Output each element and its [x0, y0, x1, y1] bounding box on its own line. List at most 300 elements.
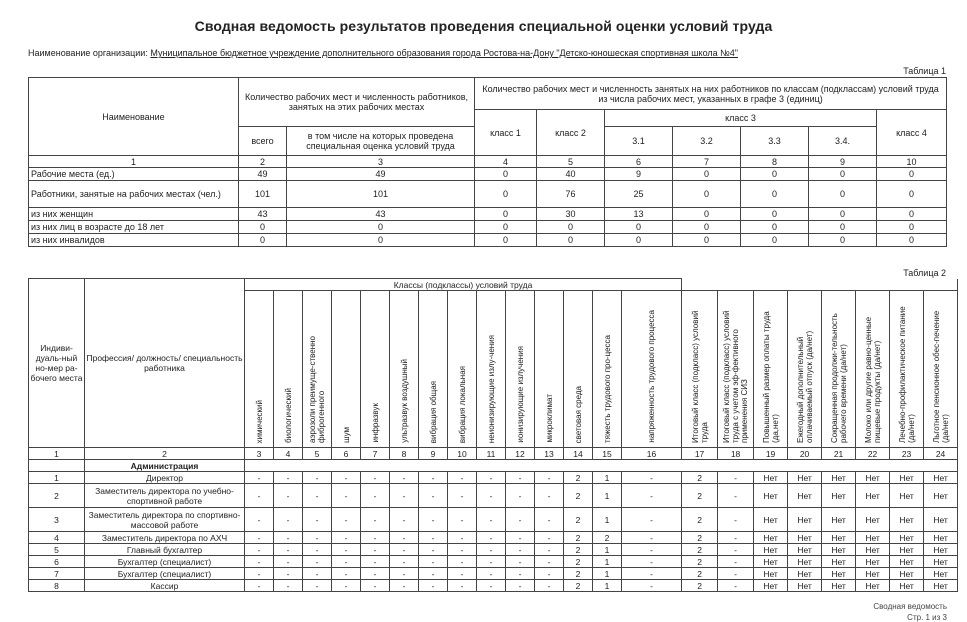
t1-cell: 0	[537, 234, 605, 247]
t2-section-fill	[245, 460, 958, 472]
t2-cell: -	[361, 544, 390, 556]
t2-head-col	[856, 291, 890, 448]
t2-cell: -	[535, 508, 564, 532]
t1-head-3-1: 3.1	[605, 127, 673, 156]
t2-head-text: Итоговый класс (подкласс) условий труда с учетом эф-фективного применения СИЗ	[722, 310, 750, 443]
t2-cell: Нет	[822, 472, 856, 484]
t1-row	[29, 168, 947, 181]
t1-cell: 0	[741, 221, 809, 234]
t2-cell: -	[390, 544, 419, 556]
t2-head-text: Молоко или другие равно-ценные пищевые продукты (да/нет)	[863, 316, 882, 443]
t2-cell: Нет	[754, 544, 788, 556]
t2-cell: -	[419, 556, 448, 568]
t2-cell: -	[448, 580, 477, 592]
t2-cell: -	[718, 568, 754, 580]
t1-cell: 0	[475, 208, 537, 221]
t2-cell: -	[448, 544, 477, 556]
t1-cell: 76	[537, 181, 605, 208]
t1-row-label: из них женщин	[29, 208, 239, 221]
t2-cell: 2	[682, 544, 718, 556]
t2-cell: 2	[593, 532, 622, 544]
t2-colnum: 7	[361, 448, 390, 460]
t2-cell: -	[361, 484, 390, 508]
t1-colnum: 1	[29, 156, 239, 168]
t2-row-id: 7	[29, 568, 85, 580]
t2-cell: 1	[593, 568, 622, 580]
t1-cell: 101	[239, 181, 287, 208]
t2-cell: -	[448, 532, 477, 544]
t1-row-label: Рабочие места (ед.)	[29, 168, 239, 181]
t2-cell: -	[622, 472, 682, 484]
t2-colnum: 6	[332, 448, 361, 460]
t1-cell: 0	[741, 168, 809, 181]
t2-cell: -	[274, 508, 303, 532]
t2-cell: -	[506, 508, 535, 532]
t2-cell: Нет	[788, 568, 822, 580]
t2-cell: Нет	[788, 544, 822, 556]
t2-cell: Нет	[788, 484, 822, 508]
t2-cell: -	[390, 484, 419, 508]
t2-head-text: Повышенный размер оплаты труда (да,нет)	[761, 311, 780, 443]
t2-cell: -	[622, 508, 682, 532]
t1-head-qty: Количество рабочих мест и численность работников, занятых на этих рабочих местах	[239, 78, 475, 127]
t2-head-col	[924, 291, 958, 448]
t2-cell: -	[274, 580, 303, 592]
t2-cell: -	[448, 568, 477, 580]
t2-cell: -	[332, 568, 361, 580]
t1-cell: 0	[673, 234, 741, 247]
t2-row-id: 8	[29, 580, 85, 592]
t1-colnum: 4	[475, 156, 537, 168]
t1-cell: 0	[287, 221, 475, 234]
t2-colnum: 20	[788, 448, 822, 460]
t2-cell: 2	[564, 556, 593, 568]
t1-cell: 0	[877, 208, 947, 221]
t2-cell: Нет	[924, 568, 958, 580]
t2-cell: Нет	[890, 544, 924, 556]
t2-cell: -	[448, 472, 477, 484]
t1-head-assessed: в том числе на которых проведена специальная оценка условий труда	[287, 127, 475, 156]
t2-cell: Нет	[822, 568, 856, 580]
table-row	[29, 508, 958, 532]
t2-colnum: 15	[593, 448, 622, 460]
t2-row-id: 1	[29, 472, 85, 484]
t2-cell: -	[303, 508, 332, 532]
t2-profession: Заместитель директора по спортивно-массовой работе	[85, 508, 245, 532]
t2-cell: -	[477, 532, 506, 544]
t2-cell: -	[303, 472, 332, 484]
t1-cell: 0	[809, 208, 877, 221]
t1-cell: 0	[605, 221, 673, 234]
t2-cell: -	[622, 544, 682, 556]
t2-cell: -	[419, 568, 448, 580]
t2-cell: -	[506, 484, 535, 508]
t2-cell: 2	[564, 484, 593, 508]
t1-cell: 0	[475, 181, 537, 208]
t2-cell: -	[245, 532, 274, 544]
t2-cell: -	[622, 568, 682, 580]
t1-row	[29, 221, 947, 234]
t2-head-col	[506, 291, 535, 448]
t2-cell: -	[419, 508, 448, 532]
t2-head-text: Ежегодный дополнительный оплачиваемый отпуск (да/нет)	[795, 330, 814, 443]
t1-cell: 0	[287, 234, 475, 247]
t1-cell: 49	[287, 168, 475, 181]
t2-head-text: ультразвук воздушный	[399, 359, 409, 443]
t2-cell: -	[477, 556, 506, 568]
t1-cell: 0	[809, 181, 877, 208]
t2-cell: -	[245, 556, 274, 568]
t2-cell: -	[535, 544, 564, 556]
t2-cell: -	[535, 556, 564, 568]
t1-cell: 0	[877, 181, 947, 208]
t2-head-text: ионизирующие излучения	[515, 346, 525, 443]
t2-cell: -	[361, 568, 390, 580]
t2-cell: Нет	[856, 472, 890, 484]
t2-cell: -	[390, 568, 419, 580]
t1-cell: 0	[673, 181, 741, 208]
t1-colnum: 3	[287, 156, 475, 168]
t2-colnum: 5	[303, 448, 332, 460]
t2-cell: Нет	[822, 508, 856, 532]
t2-cell: -	[448, 508, 477, 532]
t2-cell: -	[622, 580, 682, 592]
t2-cell: -	[718, 508, 754, 532]
t2-head-text: аэрозоли преимуще-ственно фиброгенного	[308, 335, 326, 443]
t2-head-text: вибрация общая	[428, 380, 438, 443]
t2-cell: 2	[682, 532, 718, 544]
t2-cell: 2	[564, 580, 593, 592]
t2-cell: -	[718, 544, 754, 556]
t2-cell: -	[332, 484, 361, 508]
t2-cell: Нет	[924, 484, 958, 508]
table-row	[29, 568, 958, 580]
t2-cell: Нет	[924, 472, 958, 484]
t2-cell: -	[477, 472, 506, 484]
t2-cell: -	[622, 484, 682, 508]
t2-profession: Главный бухгалтер	[85, 544, 245, 556]
summary-table	[28, 77, 947, 247]
t2-cell: 1	[593, 484, 622, 508]
t2-cell: 1	[593, 580, 622, 592]
t2-colnum: 11	[477, 448, 506, 460]
t2-cell: -	[303, 532, 332, 544]
t2-cell: Нет	[890, 472, 924, 484]
t1-row	[29, 181, 947, 208]
t2-head-col	[718, 291, 754, 448]
t2-colnum: 22	[856, 448, 890, 460]
t2-cell: -	[245, 580, 274, 592]
t1-colnum: 10	[877, 156, 947, 168]
t2-cell: -	[361, 508, 390, 532]
t2-cell: 2	[564, 544, 593, 556]
t2-profession: Директор	[85, 472, 245, 484]
t2-cell: -	[303, 568, 332, 580]
t2-cell: -	[477, 508, 506, 532]
t1-cell: 0	[537, 221, 605, 234]
t2-cell: -	[390, 508, 419, 532]
t1-cell: 0	[673, 168, 741, 181]
t1-row-label: Работники, занятые на рабочих местах (чел.)	[29, 181, 239, 208]
t2-cell: -	[303, 556, 332, 568]
organization-label: Наименование организации:	[28, 48, 148, 58]
t2-row-id: 5	[29, 544, 85, 556]
t2-cell: -	[477, 568, 506, 580]
t2-cell: Нет	[822, 580, 856, 592]
t1-head-classes: Количество рабочих мест и численность занятых на них работников по классам (подклассам) условий труда из числа рабочих мест, указанных в графе 3 (единиц)	[475, 78, 947, 110]
t2-head-text: химический	[254, 399, 264, 443]
t2-cell: Нет	[890, 580, 924, 592]
t2-cell: -	[419, 544, 448, 556]
t2-row-id: 2	[29, 484, 85, 508]
page-title: Сводная ведомость результатов проведения специальной оценки условий труда	[194, 18, 773, 34]
t2-head-col	[448, 291, 477, 448]
t2-head-col	[361, 291, 390, 448]
t2-row-id: 6	[29, 556, 85, 568]
t1-row-label: из них инвалидов	[29, 234, 239, 247]
t2-head-text: Итоговый класс (подкласс) условий труда	[690, 310, 709, 443]
t2-cell: 2	[564, 532, 593, 544]
t2-head-col	[622, 291, 682, 448]
t1-cell: 9	[605, 168, 673, 181]
t2-cell: Нет	[856, 568, 890, 580]
t2-colnum: 13	[535, 448, 564, 460]
organization-line	[28, 48, 738, 58]
t2-cell: -	[332, 580, 361, 592]
t1-cell: 0	[877, 221, 947, 234]
t2-colnum: 10	[448, 448, 477, 460]
t2-colnum: 18	[718, 448, 754, 460]
t2-head-col	[754, 291, 788, 448]
t2-profession: Бухгалтер (специалист)	[85, 568, 245, 580]
t1-row	[29, 208, 947, 221]
table-row	[29, 544, 958, 556]
t2-cell: Нет	[788, 508, 822, 532]
t2-cell: -	[448, 484, 477, 508]
t2-cell: -	[274, 544, 303, 556]
t1-head-class1: класс 1	[475, 110, 537, 156]
t2-cell: -	[477, 544, 506, 556]
t1-head-3-4: 3.4.	[809, 127, 877, 156]
t2-head-col	[332, 291, 361, 448]
t1-cell: 0	[475, 234, 537, 247]
t2-cell: -	[245, 472, 274, 484]
t2-head-text: биологический	[283, 388, 293, 443]
t1-cell: 0	[877, 234, 947, 247]
t2-head-text: вибрация локальная	[457, 365, 467, 443]
t2-column-numbers	[29, 448, 958, 460]
t2-head-col	[390, 291, 419, 448]
t2-cell: Нет	[788, 580, 822, 592]
t2-head-col	[303, 291, 332, 448]
t2-cell: Нет	[890, 568, 924, 580]
t2-cell: 1	[593, 508, 622, 532]
table1-caption: Таблица 1	[903, 66, 946, 76]
t2-colnum: 3	[245, 448, 274, 460]
t2-head-col	[245, 291, 274, 448]
table-row	[29, 580, 958, 592]
t2-cell: Нет	[754, 472, 788, 484]
t2-row-id: 4	[29, 532, 85, 544]
t2-head-spacer	[682, 279, 958, 291]
t2-cell: Нет	[856, 508, 890, 532]
t2-cell: -	[506, 580, 535, 592]
t2-cell: 1	[593, 544, 622, 556]
t2-cell: Нет	[924, 544, 958, 556]
t1-cell: 0	[741, 234, 809, 247]
t2-cell: 2	[682, 556, 718, 568]
t2-cell: -	[274, 472, 303, 484]
t2-cell: 2	[682, 484, 718, 508]
t1-cell: 13	[605, 208, 673, 221]
t2-cell: -	[535, 532, 564, 544]
t2-cell: Нет	[788, 556, 822, 568]
t2-cell: -	[303, 544, 332, 556]
t2-cell: -	[419, 484, 448, 508]
t2-head-col	[890, 291, 924, 448]
t1-cell: 25	[605, 181, 673, 208]
t1-cell: 30	[537, 208, 605, 221]
t2-cell: Нет	[822, 484, 856, 508]
t2-cell: -	[361, 532, 390, 544]
t2-cell: -	[477, 580, 506, 592]
t2-head-classes: Классы (подклассы) условий труда	[245, 279, 682, 291]
t1-cell: 0	[877, 168, 947, 181]
t2-cell: -	[332, 472, 361, 484]
t2-cell: Нет	[754, 532, 788, 544]
t2-cell: -	[535, 484, 564, 508]
t2-cell: -	[361, 580, 390, 592]
t2-colnum: 21	[822, 448, 856, 460]
t2-cell: Нет	[856, 556, 890, 568]
t2-cell: Нет	[890, 484, 924, 508]
t2-head-col	[535, 291, 564, 448]
t2-cell: -	[332, 508, 361, 532]
table-row	[29, 484, 958, 508]
t2-head-col	[419, 291, 448, 448]
t2-cell: -	[390, 472, 419, 484]
t2-colnum: 4	[274, 448, 303, 460]
table-row	[29, 532, 958, 544]
t2-cell: -	[332, 532, 361, 544]
t2-head-text: световая среда	[573, 385, 583, 443]
t1-colnum: 5	[537, 156, 605, 168]
t2-cell: -	[622, 556, 682, 568]
t1-cell: 43	[287, 208, 475, 221]
t1-cell: 0	[809, 221, 877, 234]
t2-colnum: 19	[754, 448, 788, 460]
t2-cell: Нет	[856, 580, 890, 592]
t2-cell: -	[245, 568, 274, 580]
t2-cell: 2	[682, 568, 718, 580]
t1-cell: 0	[239, 221, 287, 234]
t2-cell: -	[419, 580, 448, 592]
t1-cell: 0	[605, 234, 673, 247]
t2-head-text: тяжесть трудового про-цесса	[602, 334, 612, 443]
t1-cell: 0	[741, 208, 809, 221]
t2-head-text: инфразвук	[370, 403, 380, 443]
t2-cell: Нет	[924, 556, 958, 568]
t1-cell: 0	[673, 208, 741, 221]
t1-cell: 40	[537, 168, 605, 181]
t2-head-text: напряженность трудового процесса	[647, 310, 657, 443]
t2-colnum: 2	[85, 448, 245, 460]
t2-cell: Нет	[788, 472, 822, 484]
t2-section-blank	[29, 460, 85, 472]
t2-cell: -	[245, 508, 274, 532]
t2-cell: -	[274, 532, 303, 544]
t2-cell: -	[506, 556, 535, 568]
t2-cell: Нет	[856, 532, 890, 544]
t1-cell: 0	[475, 221, 537, 234]
table-row	[29, 472, 958, 484]
t2-head-text: шум	[341, 427, 351, 443]
t2-cell: -	[332, 556, 361, 568]
t1-cell: 0	[809, 168, 877, 181]
t2-colnum: 8	[390, 448, 419, 460]
t2-colnum: 24	[924, 448, 958, 460]
t1-colnum: 8	[741, 156, 809, 168]
table-row	[29, 556, 958, 568]
t2-cell: Нет	[890, 508, 924, 532]
t2-cell: Нет	[924, 580, 958, 592]
t2-cell: -	[622, 532, 682, 544]
t2-colnum: 1	[29, 448, 85, 460]
t1-head-class4: класс 4	[877, 110, 947, 156]
t2-cell: 2	[682, 508, 718, 532]
t2-head-text: микроклимат	[544, 394, 554, 443]
t2-head-profession: Профессия/ должность/ специальность работника	[85, 279, 245, 448]
t2-cell: 1	[593, 472, 622, 484]
organization-name: Муниципальное бюджетное учреждение дополнительного образования города Ростова-на-Дону "Детско-юношеская спортивная школа №4"	[150, 48, 738, 58]
t1-row	[29, 234, 947, 247]
t1-head-3-3: 3.3	[741, 127, 809, 156]
t2-cell: Нет	[754, 508, 788, 532]
t1-cell: 0	[239, 234, 287, 247]
t2-cell: -	[506, 472, 535, 484]
t2-head-col	[477, 291, 506, 448]
t2-cell: Нет	[890, 532, 924, 544]
t2-cell: Нет	[924, 532, 958, 544]
t2-head-id: Индиви-дуаль-ный но-мер ра-бочего места	[29, 279, 85, 448]
t2-cell: -	[419, 532, 448, 544]
t2-colnum: 14	[564, 448, 593, 460]
t2-section-title: Администрация	[85, 460, 245, 472]
t2-cell: Нет	[754, 556, 788, 568]
t2-cell: -	[506, 532, 535, 544]
t1-head-3-2: 3.2	[673, 127, 741, 156]
t1-cell: 0	[475, 168, 537, 181]
t2-head-col	[682, 291, 718, 448]
t1-colnum: 2	[239, 156, 287, 168]
t2-cell: -	[245, 544, 274, 556]
t2-cell: -	[390, 556, 419, 568]
t1-cell: 0	[673, 221, 741, 234]
t1-colnum: 6	[605, 156, 673, 168]
t2-cell: -	[390, 580, 419, 592]
t2-profession: Кассир	[85, 580, 245, 592]
t1-head-total: всего	[239, 127, 287, 156]
footer-page-number: Стр. 1 из 3	[907, 613, 947, 622]
t2-cell: Нет	[856, 484, 890, 508]
t2-head-text: Льготное пенсионное обес-печение (да/нет)	[931, 310, 950, 443]
t2-cell: Нет	[754, 484, 788, 508]
t2-cell: 2	[564, 508, 593, 532]
t2-cell: -	[274, 568, 303, 580]
t2-cell: -	[419, 472, 448, 484]
t2-head-col	[564, 291, 593, 448]
t2-cell: -	[303, 484, 332, 508]
